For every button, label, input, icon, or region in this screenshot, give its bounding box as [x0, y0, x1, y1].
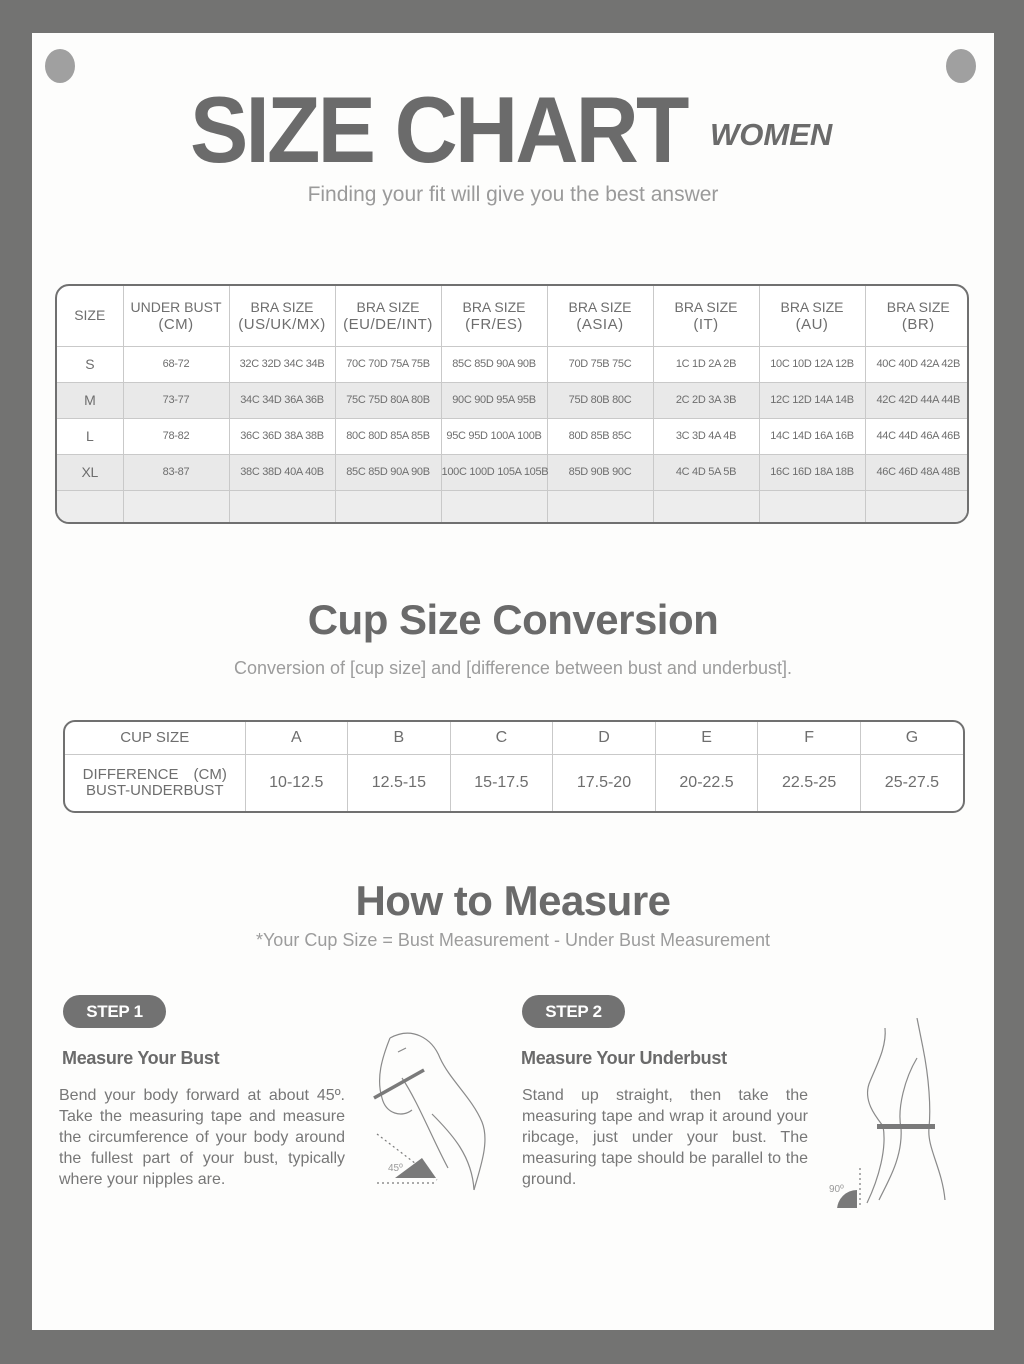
column-header-au: BRA SIZE (AU) — [759, 286, 865, 346]
title-row — [32, 77, 994, 182]
blank-cell — [335, 490, 441, 523]
column-header-size: SIZE — [57, 286, 123, 346]
cup-size-table — [63, 720, 965, 813]
pin-dot-right — [946, 49, 976, 83]
cell-fr-es: 85C 85D 90A 90B — [441, 346, 547, 382]
cell-us-uk-mx: 36C 36D 38A 38B — [229, 418, 335, 454]
diff-d: 17.5-20 — [553, 754, 656, 811]
tagline: Finding your fit will give you the best answer — [307, 183, 719, 206]
cell-br: 40C 40D 42A 42B — [865, 346, 969, 382]
underbust-measure-figure-icon — [817, 1018, 967, 1208]
column-header-asia: BRA SIZE (ASIA) — [547, 286, 653, 346]
bust-measure-figure-icon — [362, 1018, 502, 1208]
svg-text:90º: 90º — [829, 1184, 844, 1195]
cell-asia: 80D 85B 85C — [547, 418, 653, 454]
cup-c: C — [450, 722, 553, 754]
cell-eu-de-int: 75C 75D 80A 80B — [335, 382, 441, 418]
cup-section-title: Cup Size Conversion — [307, 596, 719, 643]
pin-dot-left — [45, 49, 75, 83]
difference-label-line1: DIFFERENCE (CM) — [82, 765, 227, 783]
measure-section-subtitle: *Your Cup Size = Bust Measurement - Under Bust Measurement — [255, 930, 771, 950]
column-header-eu-de-int: BRA SIZE (EU/DE/INT) — [335, 286, 441, 346]
cell-it: 4C 4D 5A 5B — [653, 454, 759, 490]
table-row-l — [57, 418, 969, 454]
table-row-xl — [57, 454, 969, 490]
step-2-pill: STEP 2 — [522, 995, 625, 1028]
diff-c: 15-17.5 — [450, 754, 553, 811]
cell-au: 16C 16D 18A 18B — [759, 454, 865, 490]
diff-f: 22.5-25 — [758, 754, 861, 811]
cup-b: B — [348, 722, 451, 754]
step-2-body: Stand up straight, then take the measuring tape and wrap it around your ribcage, just under your bust. The measuring tape should be parallel to the ground. — [522, 1087, 808, 1188]
cup-f: F — [758, 722, 861, 754]
cell-fr-es: 100C 100D 105A 105B — [441, 454, 547, 490]
cell-under-bust: 68-72 — [123, 346, 229, 382]
page-title-tag: WOMEN — [710, 117, 833, 152]
difference-row — [65, 754, 963, 811]
blank-cell — [57, 490, 123, 523]
blank-cell — [653, 490, 759, 523]
cell-it: 2C 2D 3A 3B — [653, 382, 759, 418]
cell-us-uk-mx: 34C 34D 36A 36B — [229, 382, 335, 418]
cell-au: 12C 12D 14A 14B — [759, 382, 865, 418]
size-table-header — [57, 286, 969, 346]
blank-cell — [441, 490, 547, 523]
step-1-body: Bend your body forward at about 45º. Take the measuring tape and measure the circumference of your body around the fullest part of your bust, typically where your nipples are. — [59, 1087, 345, 1188]
cup-size-label: CUP SIZE — [65, 722, 245, 754]
cell-under-bust: 73-77 — [123, 382, 229, 418]
table-row-m — [57, 382, 969, 418]
table-row-s — [57, 346, 969, 382]
cell-size: XL — [57, 454, 123, 490]
diff-g: 25-27.5 — [884, 773, 940, 791]
column-header-us-uk-mx: BRA SIZE (US/UK/MX) — [229, 286, 335, 346]
cell-eu-de-int: 85C 85D 90A 90B — [335, 454, 441, 490]
blank-cell — [547, 490, 653, 523]
cell-eu-de-int: 80C 80D 85A 85B — [335, 418, 441, 454]
cell-under-bust: 83-87 — [123, 454, 229, 490]
column-header-fr-es: BRA SIZE (FR/ES) — [441, 286, 547, 346]
cell-au: 10C 10D 12A 12B — [759, 346, 865, 382]
cup-section-subtitle: Conversion of [cup size] and [difference between bust and underbust]. — [233, 658, 793, 678]
page-title: SIZE CHART — [190, 77, 687, 182]
column-header-it: BRA SIZE (IT) — [653, 286, 759, 346]
difference-label-line2: BUST-UNDERBUST — [85, 781, 224, 799]
diff-b: 12.5-15 — [348, 754, 451, 811]
column-header-under-bust: UNDER BUST (CM) — [123, 286, 229, 346]
cup-e: E — [655, 722, 758, 754]
cell-it: 1C 1D 2A 2B — [653, 346, 759, 382]
cell-fr-es: 95C 95D 100A 100B — [441, 418, 547, 454]
cell-size: L — [57, 418, 123, 454]
cup-size-row — [65, 722, 963, 754]
cell-size: S — [57, 346, 123, 382]
cup-d: D — [553, 722, 656, 754]
cell-asia: 85D 90B 90C — [547, 454, 653, 490]
diff-e: 20-22.5 — [655, 754, 758, 811]
cell-us-uk-mx: 38C 38D 40A 40B — [229, 454, 335, 490]
size-table — [55, 284, 969, 524]
cell-br: 46C 46D 48A 48B — [865, 454, 969, 490]
cell-under-bust: 78-82 — [123, 418, 229, 454]
step-1-pill: STEP 1 — [63, 995, 166, 1028]
cup-a: A — [245, 722, 348, 754]
blank-cell — [229, 490, 335, 523]
cell-asia: 75D 80B 80C — [547, 382, 653, 418]
size-chart-sheet — [32, 33, 994, 1330]
svg-text:45º: 45º — [388, 1163, 403, 1174]
cell-br: 42C 42D 44A 44B — [865, 382, 969, 418]
cell-us-uk-mx: 32C 32D 34C 34B — [229, 346, 335, 382]
blank-cell — [123, 490, 229, 523]
step-2-heading: Measure Your Underbust — [521, 1048, 727, 1068]
cell-eu-de-int: 70C 70D 75A 75B — [335, 346, 441, 382]
column-header-br: BRA SIZE (BR) — [865, 286, 969, 346]
diff-a: 10-12.5 — [245, 754, 348, 811]
cup-g: G — [860, 722, 963, 754]
step-1-heading: Measure Your Bust — [62, 1048, 220, 1068]
cell-fr-es: 90C 90D 95A 95B — [441, 382, 547, 418]
cell-it: 3C 3D 4A 4B — [653, 418, 759, 454]
blank-cell — [865, 490, 969, 523]
measure-section-title: How to Measure — [355, 877, 671, 924]
cell-br: 44C 44D 46A 46B — [865, 418, 969, 454]
blank-cell — [759, 490, 865, 523]
table-row-blank — [57, 490, 969, 523]
cell-size: M — [57, 382, 123, 418]
cell-au: 14C 14D 16A 16B — [759, 418, 865, 454]
difference-label — [65, 754, 245, 811]
cell-asia: 70D 75B 75C — [547, 346, 653, 382]
